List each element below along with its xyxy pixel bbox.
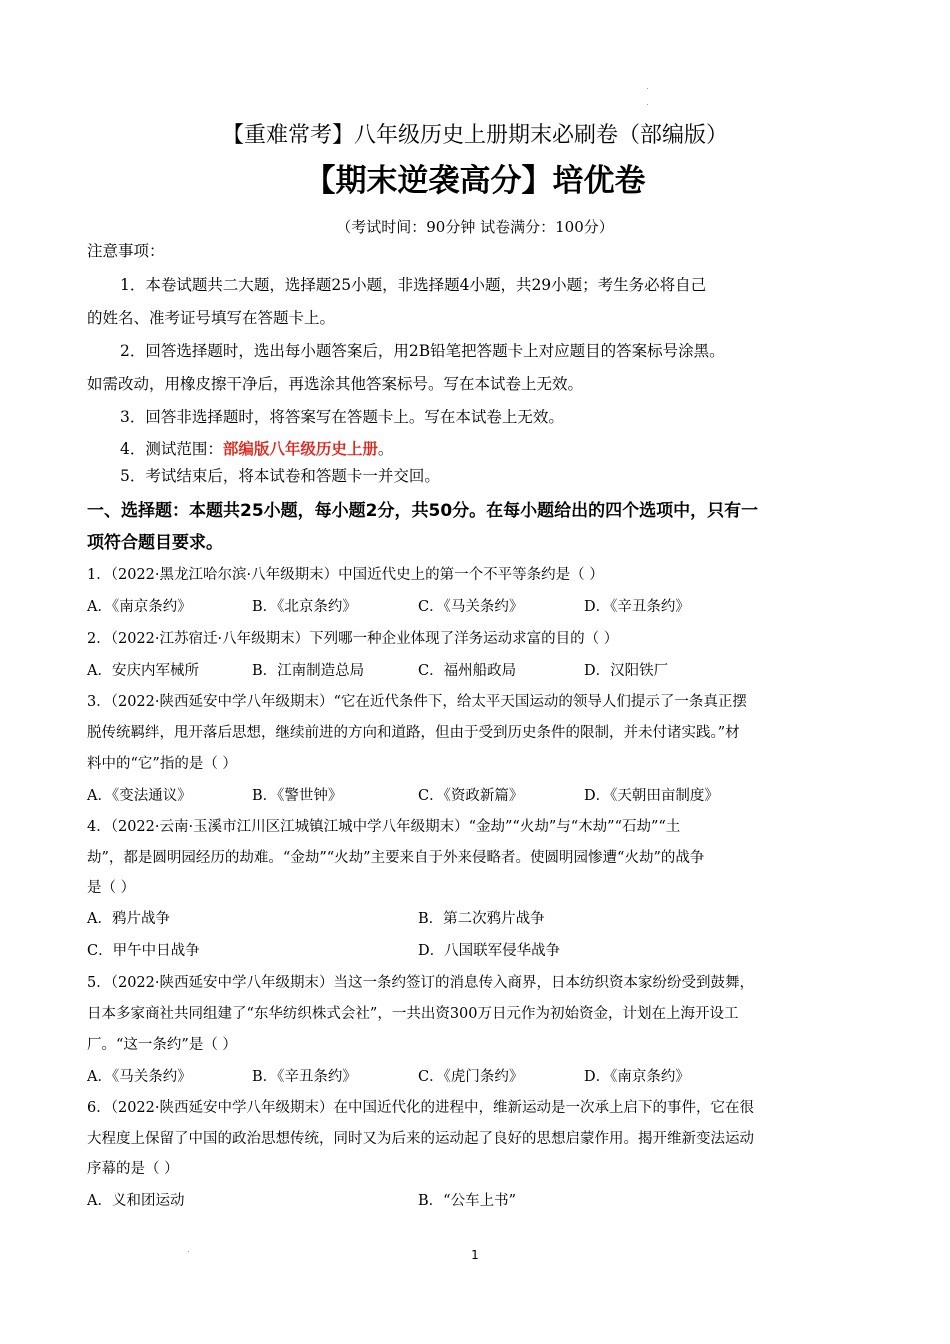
note-1-line-2: 的姓名、准考证号填写在答题卡上。: [87, 309, 336, 327]
question-4-option-d: D．八国联军侵华战争: [418, 943, 561, 959]
question-2-stem: 2．（2022·江苏宿迁·八年级期末）下列哪一种企业体现了洋务运动求富的目的（ ）: [87, 631, 619, 647]
question-6-option-a: A．义和团运动: [87, 1193, 185, 1209]
question-6-stem-line-1: 6．（2022·陕西延安中学八年级期末）在中国近代化的进程中，维新运动是一次承上启下的事件，它在很: [87, 1100, 754, 1116]
question-3-option-b: B．《警世钟》: [252, 788, 343, 804]
question-4-option-c: C．甲午中日战争: [87, 943, 200, 959]
question-5-stem-line-3: 厂。“这一条约”是（ ）: [87, 1037, 237, 1053]
note-2-line-1: 2．回答选择题时，选出每小题答案后，用2B铅笔把答题卡上对应题目的答案标号涂黑。: [120, 342, 725, 360]
test-scope-highlight: 部编版八年级历史上册: [222, 440, 378, 458]
question-1-option-b: B．《北京条约》: [252, 599, 357, 615]
exam-info: （考试时间：90分钟 试卷满分：100分）: [336, 218, 614, 236]
question-3-option-c: C．《资政新篇》: [418, 788, 524, 804]
question-2-option-a: A．安庆内军械所: [87, 663, 199, 679]
question-4-stem-line-1: 4．（2022·云南·玉溪市江川区江城镇江城中学八年级期末）“金劫”“火劫”与“木劫”“石劫”“土: [87, 819, 681, 835]
note-5: 5．考试结束后，将本试卷和答题卡一并交回。: [120, 467, 440, 485]
question-6-stem-line-2: 大程度上保留了中国的政治思想传统，同时又为后来的运动起了良好的思想启蒙作用。揭开维新变法运动: [87, 1131, 754, 1147]
question-4-stem-line-3: 是（ ）: [87, 880, 136, 896]
note-4-suffix: 。: [377, 440, 394, 458]
exam-title: 【重难常考】八年级历史上册期末必刷卷（部编版）: [221, 123, 728, 148]
speck-mark: [647, 104, 648, 105]
question-6-stem-line-3: 序幕的是（ ）: [87, 1161, 179, 1177]
question-5-option-b: B．《辛丑条约》: [252, 1069, 357, 1085]
section-1-heading-line-2: 项符合题目要求。: [87, 533, 223, 553]
question-5-option-a: A．《马关条约》: [87, 1069, 192, 1085]
question-3-stem-line-1: 3．（2022·陕西延安中学八年级期末）“它在近代条件下，给太平天国运动的领导人们提示了一条真正摆: [87, 694, 747, 710]
question-3-stem-line-3: 料中的“它”指的是（ ）: [87, 756, 237, 772]
question-3-stem-line-2: 脱传统羁绊，甩开落后思想，继续前进的方向和道路，但由于受到历史条件的限制，并未付诸实践。”材: [87, 725, 740, 741]
question-1-option-d: D．《辛丑条约》: [584, 599, 690, 615]
question-5-stem-line-1: 5．（2022·陕西延安中学八年级期末）当这一条约签订的消息传入商界，日本纺织资本家纷纷受到鼓舞，: [87, 975, 754, 991]
note-1-line-1: 1．本卷试题共二大题，选择题25小题，非选择题4小题，共29小题；考生务必将自己: [120, 276, 707, 294]
exam-main-title: 【期末逆袭高分】培优卷: [304, 163, 646, 199]
note-4: [120, 437, 393, 459]
question-6-option-b: B．“公车上书”: [418, 1193, 516, 1209]
notes-heading: 注意事项：: [87, 242, 165, 260]
question-4-stem-line-2: 劫”，都是圆明园经历的劫难。“金劫”“火劫”主要来自于外来侵略者。使圆明园惨遭“火劫”的战争: [87, 850, 705, 866]
question-2-option-d: D．汉阳铁厂: [584, 663, 669, 679]
question-1-option-a: A．《南京条约》: [87, 599, 192, 615]
question-2-option-b: B．江南制造总局: [252, 663, 365, 679]
note-3: 3．回答非选择题时，将答案写在答题卡上。写在本试卷上无效。: [120, 408, 564, 426]
question-4-option-a: A．鸦片战争: [87, 911, 170, 927]
question-5-option-c: C．《虎门条约》: [418, 1069, 524, 1085]
question-3-option-d: D．《天朝田亩制度》: [584, 788, 719, 804]
note-2-line-2: 如需改动，用橡皮擦干净后，再选涂其他答案标号。写在本试卷上无效。: [87, 375, 584, 393]
question-1-option-c: C．《马关条约》: [418, 599, 524, 615]
section-1-heading-line-1: 一、选择题：本题共25小题，每小题2分，共50分。在每小题给出的四个选项中，只有一: [87, 501, 759, 521]
speck-mark: [647, 88, 648, 89]
note-4-prefix: 4．测试范围：: [120, 440, 223, 458]
question-3-option-a: A．《变法通议》: [87, 788, 192, 804]
question-1-stem: 1．（2022·黑龙江哈尔滨·八年级期末）中国近代史上的第一个不平等条约是（ ）: [87, 567, 604, 583]
question-5-option-d: D．《南京条约》: [584, 1069, 690, 1085]
question-4-option-b: B．第二次鸦片战争: [418, 911, 545, 927]
page-number: 1: [471, 1248, 479, 1262]
question-2-option-c: C．福州船政局: [418, 663, 517, 679]
question-5-stem-line-2: 日本多家商社共同组建了“东华纺织株式会社”，一共出资300万日元作为初始资金，计划在上海开设工: [87, 1006, 739, 1022]
